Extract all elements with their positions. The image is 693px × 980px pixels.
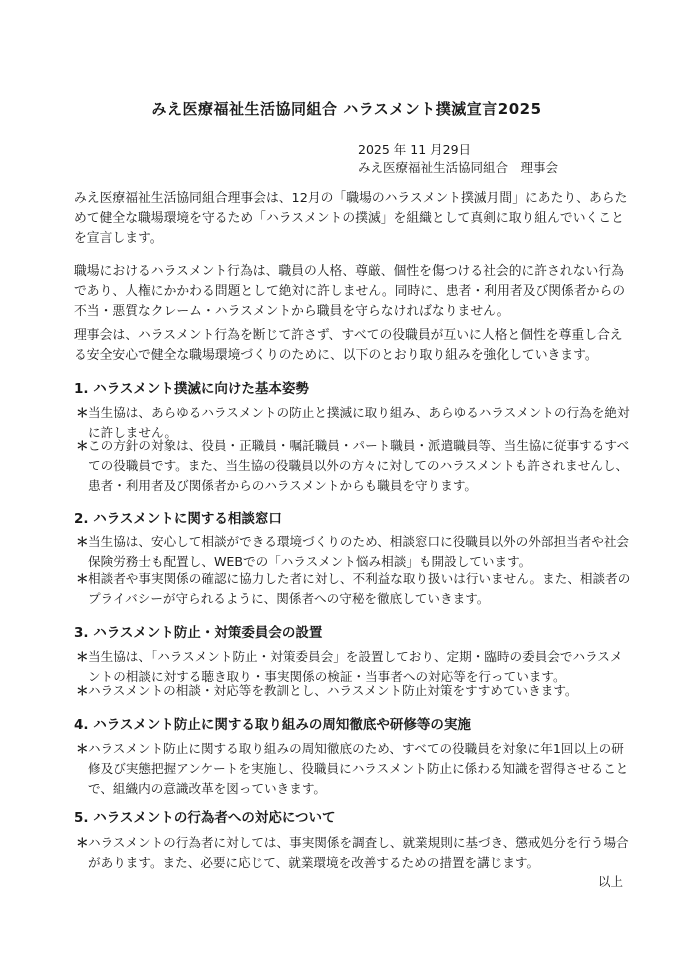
asterisk-bullet-icon: ＊ [76,683,89,698]
section-heading: 1. ハラスメント撲滅に向けた基本姿勢 [74,381,309,397]
section-heading: 3. ハラスメント防止・対策委員会の設置 [74,625,323,641]
asterisk-bullet-icon: ＊ [76,571,89,586]
list-item-text: 当生協は、安心して相談ができる環境づくりのため、相談窓口に役職員以外の外部担当者や社会保険労務士も配置し、WEBでの「ハラスメント悩み相談」も開設しています。 [88,534,630,569]
list-item [76,569,632,609]
list-item [76,739,632,799]
list-item [76,681,632,701]
document-title: みえ医療福祉生活協同組合 ハラスメント撲滅宣言2025 [151,100,542,118]
closing-mark: 以上 [598,874,624,889]
section-heading: 2. ハラスメントに関する相談窓口 [74,511,282,527]
section-heading: 5. ハラスメントの行為者への対応について [74,810,336,826]
list-item [76,436,632,496]
asterisk-bullet-icon: ＊ [76,438,89,453]
list-item-text: ハラスメントの行為者に対しては、事実関係を調査し、就業規則に基づき、懲戒処分を行う場合があります。また、必要に応じて、就業環境を改善するための措置を講じます。 [88,835,629,870]
list-item-text: 当生協は、「ハラスメント防止・対策委員会」を設置しており、定期・臨時の委員会でハラスメントの相談に対する聴き取り・事実関係の検証・当事者への対応等を行っています。 [88,649,623,684]
list-item-text: ハラスメント防止に関する取り組みの周知徹底のため、すべての役職員を対象に年1回以上の研修及び実態把握アンケートを実施し、役職員にハラスメント防止に係わる知識を習得させることで、組織内の意識改革を図っていきます。 [88,741,629,796]
list-item-text: ハラスメントの相談・対応等を教訓とし、ハラスメント防止対策をすすめていきます。 [88,683,578,698]
issue-date: 2025 年 11 月29日 [358,142,472,157]
policy-paragraph: 職場におけるハラスメント行為は、職員の人格、尊厳、個性を傷つける社会的に許されない行為であり、人権にかかわる問題として絶対に許しません。同時に、患者・利用者及び関係者からの不当・悪質なクレーム・ハラスメントから職員を守らなければなりません。 [74,264,626,319]
issuing-organization: みえ医療福祉生活協同組合 理事会 [358,160,559,175]
list-item [76,532,632,572]
list-item-text: この方針の対象は、役員・正職員・嘱託職員・パート職員・派遣職員等、当生協に従事するすべての役職員です。また、当生協の役職員以外の方々に対してのハラスメントも許されませんし、患者・利用者及び関係者からのハラスメントからも職員を守ります。 [88,438,630,493]
intro-paragraph: みえ医療福祉生活協同組合理事会は、12月の「職場のハラスメント撲滅月間」にあたり、あらためて健全な職場環境を守るため「ハラスメントの撲滅」を組織として真剣に取り組んでいくことを宣言します。 [74,191,628,246]
list-item [76,833,632,873]
list-item-text: 相談者や事実関係の確認に協力した者に対し、不利益な取り扱いは行いません。また、相談者のプライバシーが守られるように、関係者への守秘を徹底していきます。 [88,571,631,606]
asterisk-bullet-icon: ＊ [76,741,89,756]
asterisk-bullet-icon: ＊ [76,649,89,664]
section-heading: 4. ハラスメント防止に関する取り組みの周知徹底や研修等の実施 [74,717,471,733]
commitment-paragraph: 理事会は、ハラスメント行為を断じて許さず、すべての役職員が互いに人格と個性を尊重し合える安全安心で健全な職場環境づくりのために、以下のとおり取り組みを強化していきます。 [74,328,623,363]
asterisk-bullet-icon: ＊ [76,835,89,850]
asterisk-bullet-icon: ＊ [76,534,89,549]
list-item-text: 当生協は、あらゆるハラスメントの防止と撲滅に取り組み、あらゆるハラスメントの行為を絶対に許しません。 [88,405,630,440]
asterisk-bullet-icon: ＊ [76,405,89,420]
